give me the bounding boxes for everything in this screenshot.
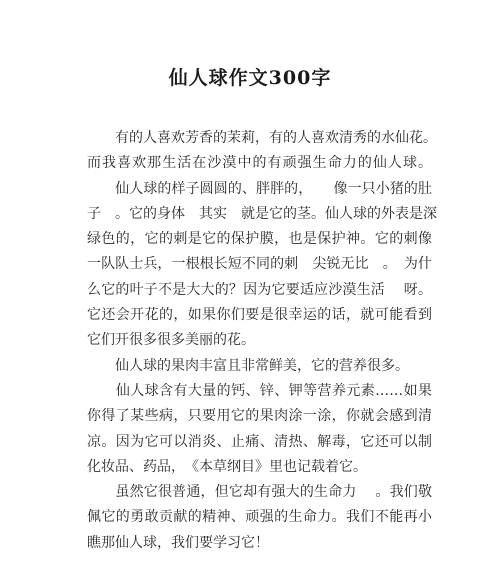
essay-line: 而我喜欢那生活在沙漠中的有顽强生命力的仙人球。 xyxy=(87,155,432,172)
essay-line: 一队队士兵，一根根长短不同的刺 尖锐无比 。 为什 xyxy=(87,256,432,273)
essay-line: 瞧那仙人球，我们要学习它！ xyxy=(87,534,269,551)
essay-line: 仙人球的样子圆圆的、胖胖的， 像一只小猪的肚 xyxy=(87,180,432,197)
essay-line: 凉。因为它可以消炎、止痛、清热、解毒，它还可以制 xyxy=(87,433,432,450)
essay-line: 有的人喜欢芳香的茉莉，有的人喜欢清秀的水仙花。 xyxy=(87,130,437,146)
essay-body xyxy=(87,126,437,556)
essay-line: 子 。它的身体 其实 就是它的茎。仙人球的外表是深 xyxy=(87,205,437,222)
essay-line: 绿色的，它的刺是它的保护膜，也是保护神。它的刺像 xyxy=(87,231,432,248)
essay-line: 化妆品、药品， 《本草纲目》里也记载着它。 xyxy=(87,458,367,475)
essay-line: 佩它的勇敢贡献的精神、顽强的生命力。我们不能再小 xyxy=(87,509,432,526)
essay-line: 你得了某些病，只要用它的果肉涂一涂，你就会感到清 xyxy=(87,408,432,425)
essay-line: 它还会开花的，如果你们要是很幸运的话，就可能看到 xyxy=(87,307,432,324)
essay-line: 虽然它很普通，但它却有强大的生命力 。我们敬 xyxy=(87,484,432,501)
essay-line: 仙人球的果肉丰富且非常鲜美，它的营养很多。 xyxy=(87,357,409,374)
essay-line: 么它的叶子不是大大的？因为它要适应沙漠生活 呀。 xyxy=(87,281,432,298)
essay-line: 仙人球含有大量的钙、锌、钾等营养元素……如果 xyxy=(87,382,432,399)
essay-line: 它们开很多很多美丽的花。 xyxy=(87,332,255,349)
page-title: 仙人球作文300字 xyxy=(168,67,332,89)
